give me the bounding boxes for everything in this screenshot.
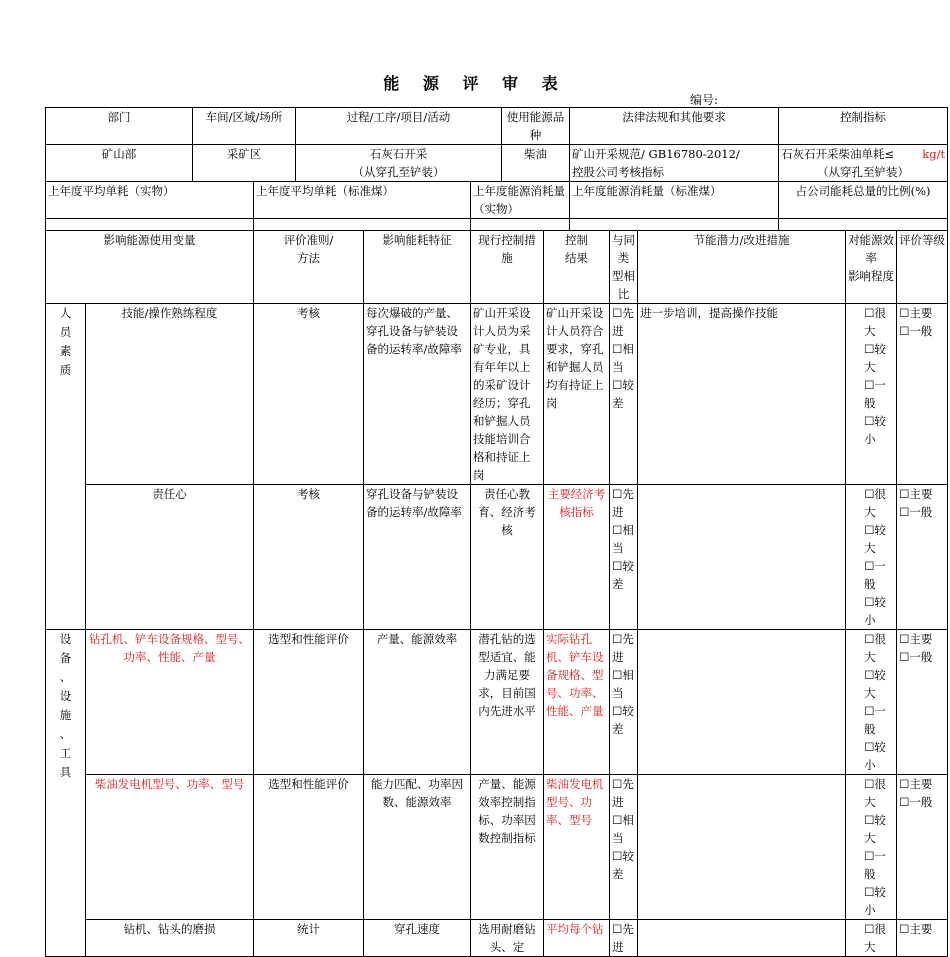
variable-cell: 钻机、钻头的磨损 (86, 920, 254, 957)
header-share-ratio: 占公司能耗总量的比例(%) (779, 182, 948, 219)
table-row (46, 775, 948, 920)
law-value: 矿山开采规范/ GB16780-2012/ 控股公司考核指标 (570, 145, 779, 182)
meta-header-row (46, 108, 948, 145)
col-method: 评价准则/ 方法 (254, 231, 364, 304)
impact-cell[interactable]: ☐很大 (846, 920, 897, 957)
table-row (46, 630, 948, 775)
col-variable: 影响能源使用变量 (46, 231, 254, 304)
control-cell: 责任心教育、经济考核 (471, 485, 544, 630)
result-cell: 矿山开采设计人员符合要求，穿孔和铲掘人员均有持证上岗 (544, 304, 610, 485)
method-cell: 选型和性能评价 (254, 630, 364, 775)
header-process: 过程/工序/项目/活动 (296, 108, 502, 145)
header-area: 车间/区域/场所 (193, 108, 296, 145)
method-cell: 考核 (254, 304, 364, 485)
feature-cell: 穿孔设备与铲装设备的运转率/故障率 (364, 485, 471, 630)
header-consumption-physical: 上年度能源消耗量（实物） (471, 182, 570, 219)
grade-cell[interactable]: ☐主要 ☐一般 (897, 775, 948, 920)
variable-cell: 柴油发电机型号、功率、型号 (86, 775, 254, 920)
feature-cell: 每次爆破的产量、穿孔设备与铲装设备的运转率/故障率 (364, 304, 471, 485)
improve-cell (638, 920, 846, 957)
header-avg-unit-coal: 上年度平均单耗（标准煤） (254, 182, 471, 219)
impact-cell[interactable]: ☐很大 ☐较大 ☐一般 ☐较小 (846, 485, 897, 630)
improve-cell (638, 775, 846, 920)
grade-cell[interactable]: ☐主要 (897, 920, 948, 957)
table-row (46, 485, 948, 630)
header-avg-unit-physical: 上年度平均单耗（实物） (46, 182, 254, 219)
improve-cell: 进一步培训，提高操作技能 (638, 304, 846, 485)
header-law: 法律法规和其他要求 (570, 108, 779, 145)
table-row (46, 304, 948, 485)
avg-unit-coal-value (254, 219, 471, 231)
header-dept: 部门 (46, 108, 193, 145)
area-value: 采矿区 (193, 145, 296, 182)
feature-cell: 产量、能源效率 (364, 630, 471, 775)
col-compare: 与同类 型相比 (610, 231, 638, 304)
compare-cell[interactable]: ☐先进 ☐相当 ☐较差 (610, 775, 638, 920)
header-consumption-coal: 上年度能源消耗量（标准煤） (570, 182, 779, 219)
feature-cell: 能力匹配、功率因数、能源效率 (364, 775, 471, 920)
indicator-sub: （从穿孔至铲装） (817, 165, 910, 179)
col-control: 现行控制措施 (471, 231, 544, 304)
col-grade: 评价等级 (897, 231, 948, 304)
control-cell: 选用耐磨钻头、定 (471, 920, 544, 957)
process-value: 石灰石开采 （从穿孔至铲装） (296, 145, 502, 182)
serial-number-label: 编号: (690, 93, 719, 107)
control-cell: 产量、能源效率控制指标、功率因数控制指标 (471, 775, 544, 920)
improve-cell (638, 485, 846, 630)
group-label-personnel: 人 员 素 质 (46, 304, 86, 630)
compare-cell[interactable]: ☐先进 (610, 920, 638, 957)
compare-cell[interactable]: ☐先进 ☐相当 ☐较差 (610, 630, 638, 775)
feature-cell: 穿孔速度 (364, 920, 471, 957)
variable-cell: 钻孔机、铲车设备规格、型号、功率、性能、产量 (86, 630, 254, 775)
indicator-text: 石灰石开采柴油单耗≤ (781, 147, 895, 161)
share-ratio-value (779, 219, 948, 231)
grade-cell[interactable]: ☐主要 ☐一般 (897, 304, 948, 485)
consumption-coal-value (570, 219, 779, 231)
improve-cell (638, 630, 846, 775)
col-improve: 节能潜力/改进措施 (638, 231, 846, 304)
table-row (46, 920, 948, 957)
result-cell: 主要经济考核指标 (544, 485, 610, 630)
result-cell: 实际钻孔机、铲车设备规格、型号、功率、性能、产量 (544, 630, 610, 775)
consumption-values-row (46, 219, 948, 231)
avg-unit-physical-value (46, 219, 254, 231)
energy-value: 柴油 (502, 145, 570, 182)
variable-cell: 责任心 (86, 485, 254, 630)
result-cell: 柴油发电机型号、功率、型号 (544, 775, 610, 920)
grade-cell[interactable]: ☐主要 ☐一般 (897, 630, 948, 775)
control-cell: 矿山开采设计人员为采矿专业，具有年年以上的采矿设计经历；穿孔和铲掘人员技能培训合格和持证上岗 (471, 304, 544, 485)
col-result: 控制 结果 (544, 231, 610, 304)
energy-review-table (45, 107, 948, 957)
consumption-physical-value (471, 219, 570, 231)
method-cell: 考核 (254, 485, 364, 630)
control-cell: 潜孔钻的选型适宜、能力满足要求，目前国内先进水平 (471, 630, 544, 775)
impact-cell[interactable]: ☐很大 ☐较大 ☐一般 ☐较小 (846, 304, 897, 485)
dept-value: 矿山部 (46, 145, 193, 182)
indicator-unit: kg/t (922, 147, 946, 161)
grade-cell[interactable]: ☐主要 ☐一般 (897, 485, 948, 630)
variable-cell: 技能/操作熟练程度 (86, 304, 254, 485)
impact-cell[interactable]: ☐很大 ☐较大 ☐一般 ☐较小 (846, 630, 897, 775)
group-label-equipment: 设 备 、 设 施 、 工 具 (46, 630, 86, 957)
indicator-value (779, 145, 948, 182)
impact-cell[interactable]: ☐很大 ☐较大 ☐一般 ☐较小 (846, 775, 897, 920)
compare-cell[interactable]: ☐先进 ☐相当 ☐较差 (610, 304, 638, 485)
document-title: 能 源 评 审 表 (383, 74, 567, 93)
col-impact: 对能源效率 影响程度 (846, 231, 897, 304)
compare-cell[interactable]: ☐先进 ☐相当 ☐较差 (610, 485, 638, 630)
method-cell: 统计 (254, 920, 364, 957)
result-cell: 平均每个钻 (544, 920, 610, 957)
column-header-row (46, 231, 948, 304)
header-energy: 使用能源品种 (502, 108, 570, 145)
meta-values-row (46, 145, 948, 182)
consumption-header-row (46, 182, 948, 219)
method-cell: 选型和性能评价 (254, 775, 364, 920)
header-indicator: 控制指标 (779, 108, 948, 145)
col-feature: 影响能耗特征 (364, 231, 471, 304)
